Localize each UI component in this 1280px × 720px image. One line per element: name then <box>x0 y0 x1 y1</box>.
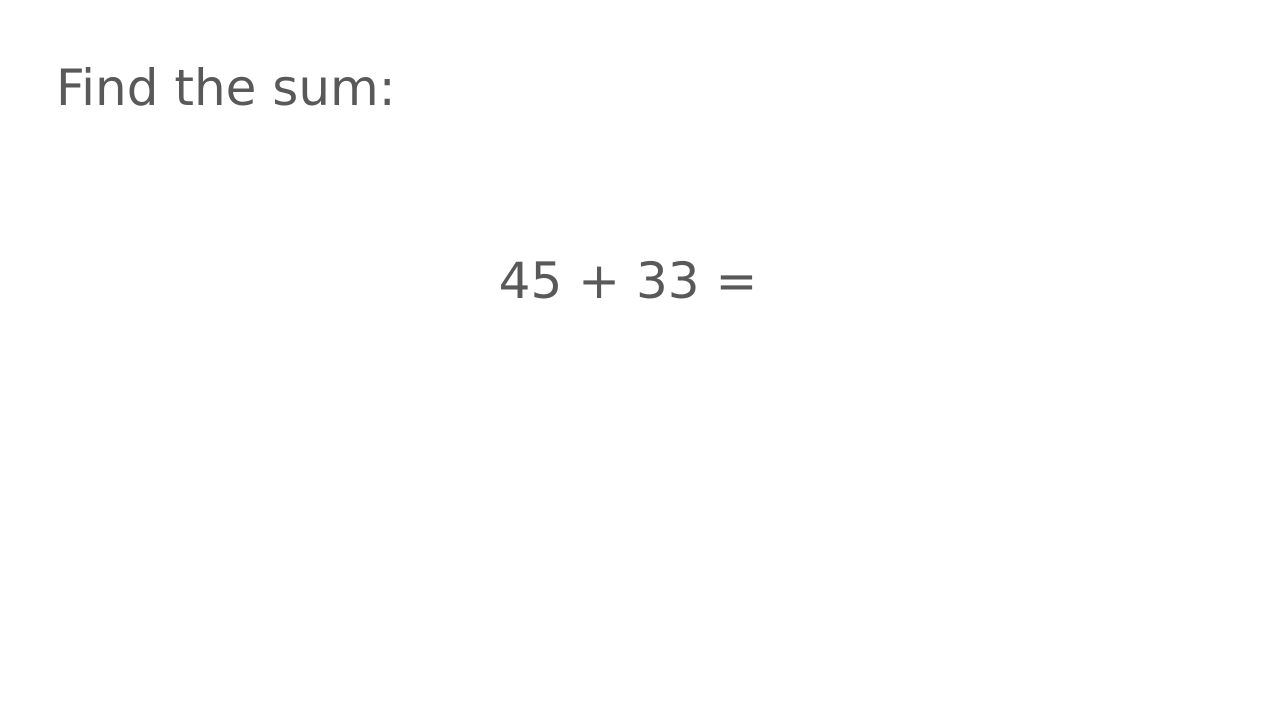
math-problem: 45 + 33 = <box>498 252 758 310</box>
slide-title: Find the sum: <box>56 59 396 117</box>
